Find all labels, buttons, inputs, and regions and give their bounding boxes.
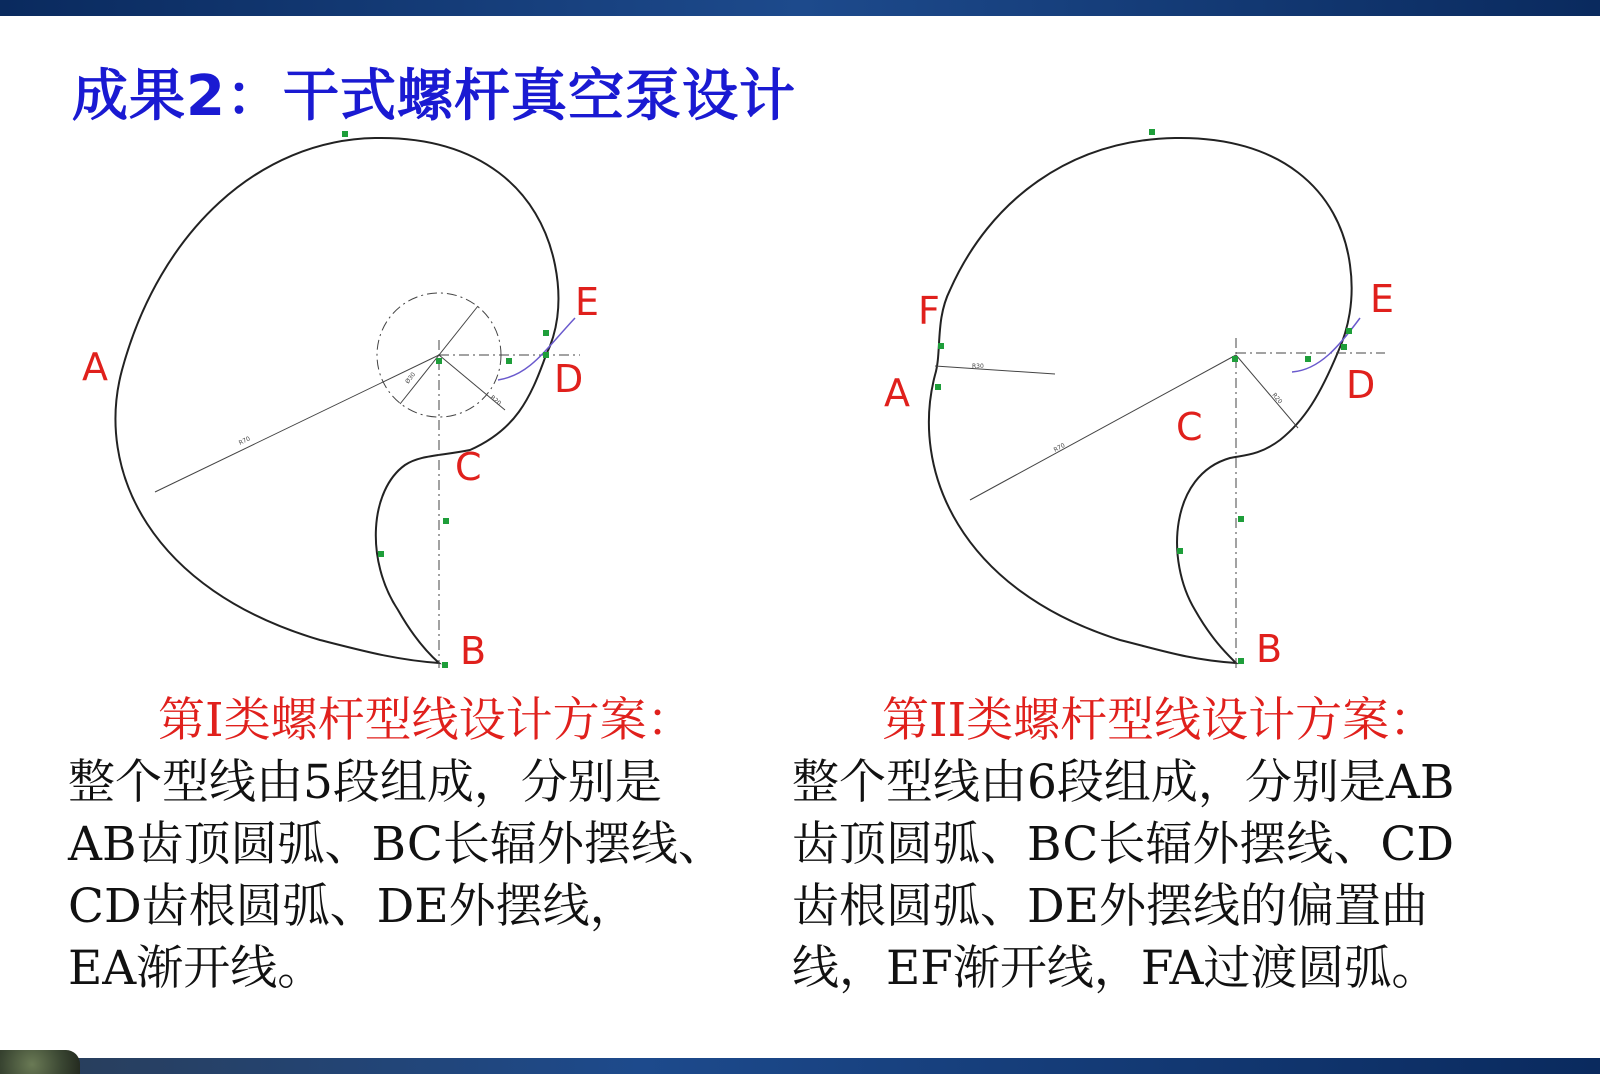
- profile-diagram-type-2: [800, 0, 1600, 690]
- marker: [506, 358, 512, 364]
- point-label-a: A: [884, 371, 910, 415]
- marker: [935, 384, 941, 390]
- slide-title: 成果2：干式螺杆真空泵设计: [72, 64, 796, 129]
- marker: [1238, 516, 1244, 522]
- dim-label-r70: R70: [1052, 442, 1067, 454]
- point-label-d: D: [554, 357, 584, 401]
- bottom-decoration: [0, 1050, 80, 1074]
- point-label-a: A: [82, 345, 108, 389]
- marker: [938, 343, 944, 349]
- marker: [543, 352, 549, 358]
- point-label-b: B: [460, 629, 487, 673]
- marker: [1238, 658, 1244, 664]
- profile-curve: [929, 138, 1352, 663]
- bottom-banner: [0, 1058, 1600, 1074]
- marker: [442, 662, 448, 668]
- caption-type-1: [68, 690, 828, 1000]
- marker: [1149, 129, 1155, 135]
- radius-dim-r20: [1236, 355, 1298, 428]
- dim-label-r20: R20: [1270, 391, 1284, 406]
- caption-body: 整个型线由6段组成，分别是AB 齿顶圆弧、BC长辐外摆线、CD 齿根圆弧、DE外摆线的偏置曲 线，EF渐开线，FA过渡圆弧。: [792, 755, 1455, 996]
- marker: [1232, 356, 1238, 362]
- marker: [1341, 344, 1347, 350]
- radius-dim-r30: [935, 366, 1055, 374]
- caption-body: 整个型线由5段组成，分别是 AB齿顶圆弧、BC长辐外摆线、 CD齿根圆弧、DE外摆线， EA渐开线。: [68, 755, 725, 996]
- point-label-c: C: [1176, 405, 1203, 449]
- caption-type-2: [792, 690, 1552, 1000]
- caption-heading: 第II类螺杆型线设计方案：: [882, 693, 1437, 748]
- marker: [1177, 548, 1183, 554]
- marker: [1305, 356, 1311, 362]
- point-label-f: F: [918, 289, 940, 333]
- dim-label-r30: R30: [972, 363, 984, 370]
- dim-label-diameter: Ø30: [404, 371, 418, 386]
- caption-heading: 第I类螺杆型线设计方案：: [158, 693, 694, 748]
- marker: [378, 551, 384, 557]
- point-label-c: C: [455, 445, 482, 489]
- point-label-e: E: [575, 280, 600, 324]
- marker: [443, 518, 449, 524]
- dim-label-r20: R20: [488, 394, 503, 408]
- point-label-d: D: [1346, 363, 1376, 407]
- dim-label-r70: R70: [237, 435, 252, 447]
- marker: [1346, 328, 1352, 334]
- marker: [342, 131, 348, 137]
- point-label-e: E: [1370, 277, 1395, 321]
- marker: [543, 330, 549, 336]
- point-label-b: B: [1256, 627, 1283, 671]
- marker: [436, 358, 442, 364]
- profile-diagram-type-1: [0, 0, 800, 690]
